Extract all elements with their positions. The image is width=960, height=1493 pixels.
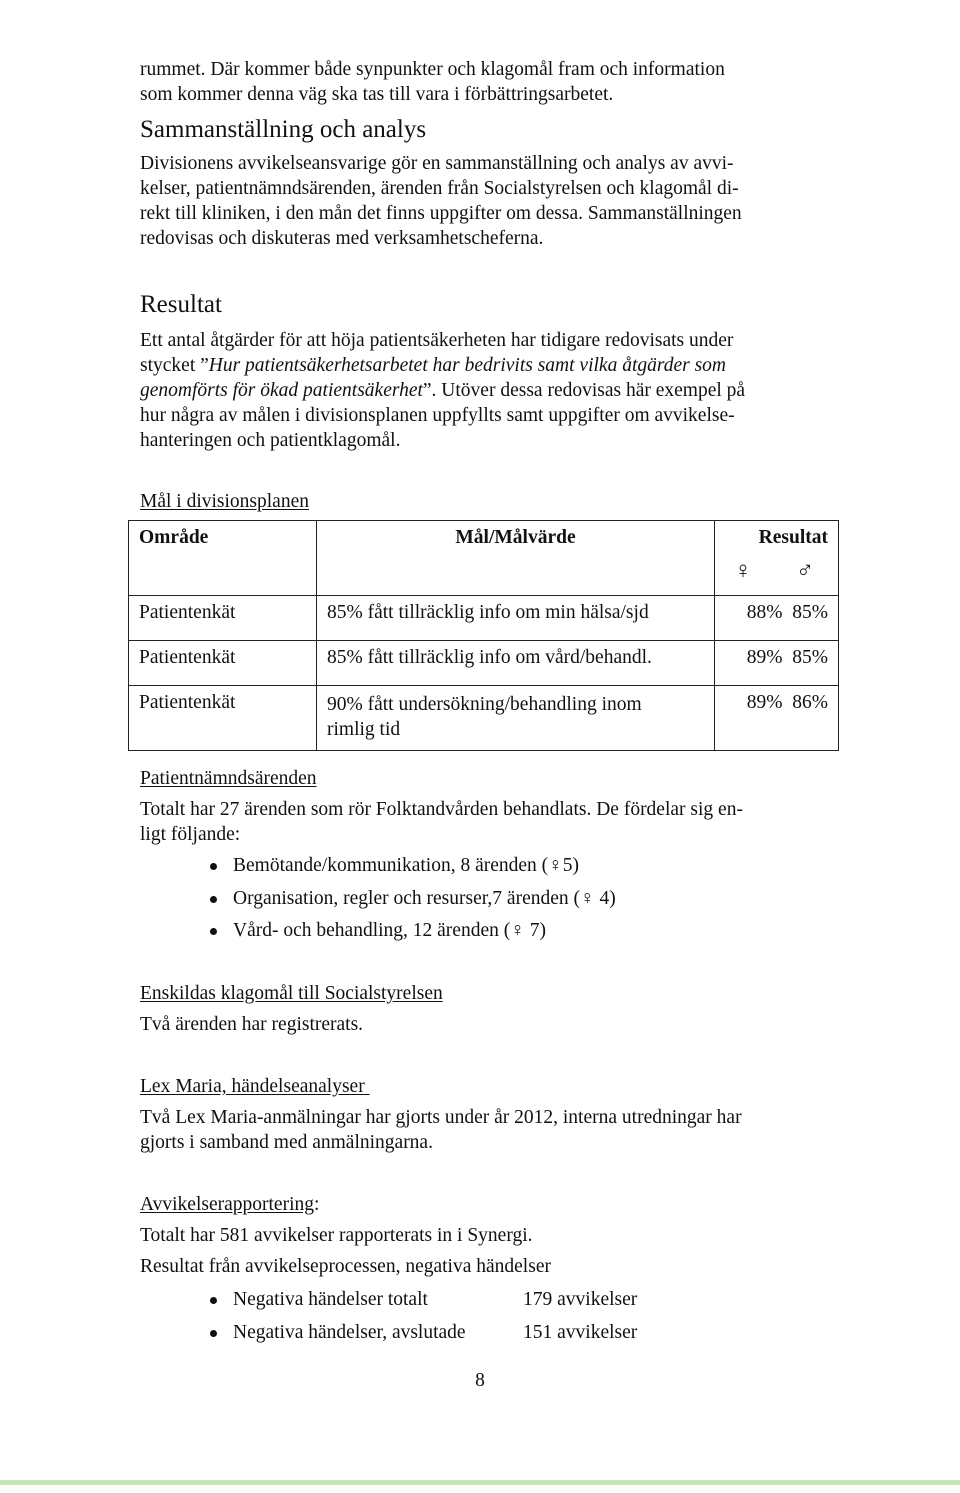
row-area: Patientenkät bbox=[129, 596, 317, 641]
result-line-5: hanteringen och patientklagomål. bbox=[140, 430, 401, 451]
list-item-label: Negativa händelser totalt bbox=[233, 1289, 428, 1310]
list-item-value: 151 avvikelser bbox=[523, 1321, 638, 1343]
row-area: Patientenkät bbox=[129, 641, 317, 686]
male-symbol-icon: ♂ bbox=[796, 558, 814, 584]
result-line-2-italic: Hur patientsäkerhetsarbetet har bedrivits samt vilka åtgärder som bbox=[208, 355, 727, 376]
result-line-3-suffix: ”. Utöver dessa redovisas här exempel på bbox=[422, 380, 746, 401]
table-row bbox=[129, 596, 839, 641]
deviations-heading-colon: : bbox=[314, 1194, 320, 1215]
intro-line-1: rummet. Där kommer både synpunkter och klagomål fram och information bbox=[140, 59, 725, 80]
header-goal-label: Mål/Målvärde bbox=[455, 527, 576, 548]
footer-divider bbox=[0, 1480, 960, 1485]
lex-maria-line-2: gjorts i samband med anmälningarna. bbox=[140, 1132, 433, 1153]
header-result-label: Resultat bbox=[758, 527, 828, 548]
header-area-label: Område bbox=[139, 527, 209, 548]
deviations-heading-text: Avvikelserapportering bbox=[140, 1194, 314, 1215]
header-goal bbox=[317, 521, 715, 596]
row-result-male: 85% bbox=[792, 602, 828, 623]
row-result bbox=[715, 596, 839, 641]
section-heading-analysis: Sammanställning och analys bbox=[140, 116, 427, 143]
result-line-4: hur några av målen i divisionsplanen uppfyllts samt uppgifter om avvikelse- bbox=[140, 405, 735, 426]
analysis-line-3: rekt till kliniken, i den mån det finns uppgifter om dessa. Sammanställningen bbox=[140, 203, 742, 224]
row-result bbox=[715, 641, 839, 686]
analysis-line-1: Divisionens avvikelseansvarige gör en sammanställning och analys av avvi- bbox=[140, 153, 734, 174]
row-result-male: 86% bbox=[792, 692, 828, 713]
row-result-female: 88% bbox=[746, 602, 783, 623]
list-item: Bemötande/kommunikation, 8 ärenden (♀5) bbox=[233, 850, 616, 883]
list-item: Vård- och behandling, 12 ärenden (♀ 7) bbox=[233, 915, 616, 948]
patient-board-list bbox=[233, 850, 616, 948]
row-result-female: 89% bbox=[746, 647, 783, 668]
patient-board-line-2: ligt följande: bbox=[140, 824, 241, 845]
table-row bbox=[129, 641, 839, 686]
page-number: 8 bbox=[475, 1370, 485, 1391]
result-line-3-italic: genomförts för ökad patientsäkerhet bbox=[140, 380, 423, 401]
analysis-line-2: kelser, patientnämndsärenden, ärenden från Socialstyrelsen och klagomål di- bbox=[140, 178, 739, 199]
goals-table bbox=[128, 520, 839, 751]
row-result-male: 85% bbox=[792, 647, 828, 668]
list-item bbox=[233, 1317, 637, 1350]
result-line-1: Ett antal åtgärder för att höja patientsäkerheten har tidigare redovisats under bbox=[140, 330, 734, 351]
list-item-label: Negativa händelser, avslutade bbox=[233, 1321, 466, 1343]
row-goal-line-2: rimlig tid bbox=[327, 719, 401, 740]
list-item-value: 179 avvikelser bbox=[523, 1289, 638, 1310]
social-board-heading: Enskildas klagomål till Socialstyrelsen bbox=[140, 983, 443, 1004]
deviations-list bbox=[233, 1284, 637, 1349]
row-goal: 85% fått tillräcklig info om vård/behandl. bbox=[317, 641, 715, 686]
lex-maria-heading: Lex Maria, händelseanalyser bbox=[140, 1076, 370, 1097]
patient-board-heading: Patientnämndsärenden bbox=[140, 768, 317, 789]
header-result bbox=[715, 521, 839, 596]
table-row bbox=[129, 686, 839, 751]
table-header-row bbox=[129, 521, 839, 596]
deviations-line-2: Resultat från avvikelseprocessen, negativa händelser bbox=[140, 1256, 551, 1277]
row-goal bbox=[317, 686, 715, 751]
result-line-3 bbox=[140, 379, 745, 404]
deviations-line-1: Totalt har 581 avvikelser rapporterats in i Synergi. bbox=[140, 1225, 533, 1246]
social-board-text: Två ärenden har registrerats. bbox=[140, 1014, 364, 1035]
intro-line-2: som kommer denna väg ska tas till vara i förbättringsarbetet. bbox=[140, 84, 614, 105]
list-item: Organisation, regler och resurser,7 ärenden (♀ 4) bbox=[233, 883, 616, 916]
list-item bbox=[233, 1284, 637, 1317]
lex-maria-line-1: Två Lex Maria-anmälningar har gjorts under år 2012, interna utredningar har bbox=[140, 1107, 742, 1128]
row-goal: 85% fått tillräcklig info om min hälsa/sjd bbox=[317, 596, 715, 641]
gender-symbols bbox=[725, 559, 828, 583]
row-goal-line-1: 90% fått undersökning/behandling inom bbox=[327, 694, 642, 715]
row-result-female: 89% bbox=[746, 692, 783, 713]
section-heading-result: Resultat bbox=[140, 291, 222, 318]
result-line-2 bbox=[140, 354, 726, 379]
female-symbol-icon: ♀ bbox=[734, 558, 752, 584]
row-area: Patientenkät bbox=[129, 686, 317, 751]
patient-board-line-1: Totalt har 27 ärenden som rör Folktandvården behandlats. De fördelar sig en- bbox=[140, 799, 743, 820]
row-result bbox=[715, 686, 839, 751]
deviations-heading bbox=[140, 1193, 319, 1218]
analysis-line-4: redovisas och diskuteras med verksamhetscheferna. bbox=[140, 228, 544, 249]
result-line-2-prefix: stycket ” bbox=[140, 355, 209, 376]
goals-heading: Mål i divisionsplanen bbox=[140, 491, 309, 512]
header-area bbox=[129, 521, 317, 596]
